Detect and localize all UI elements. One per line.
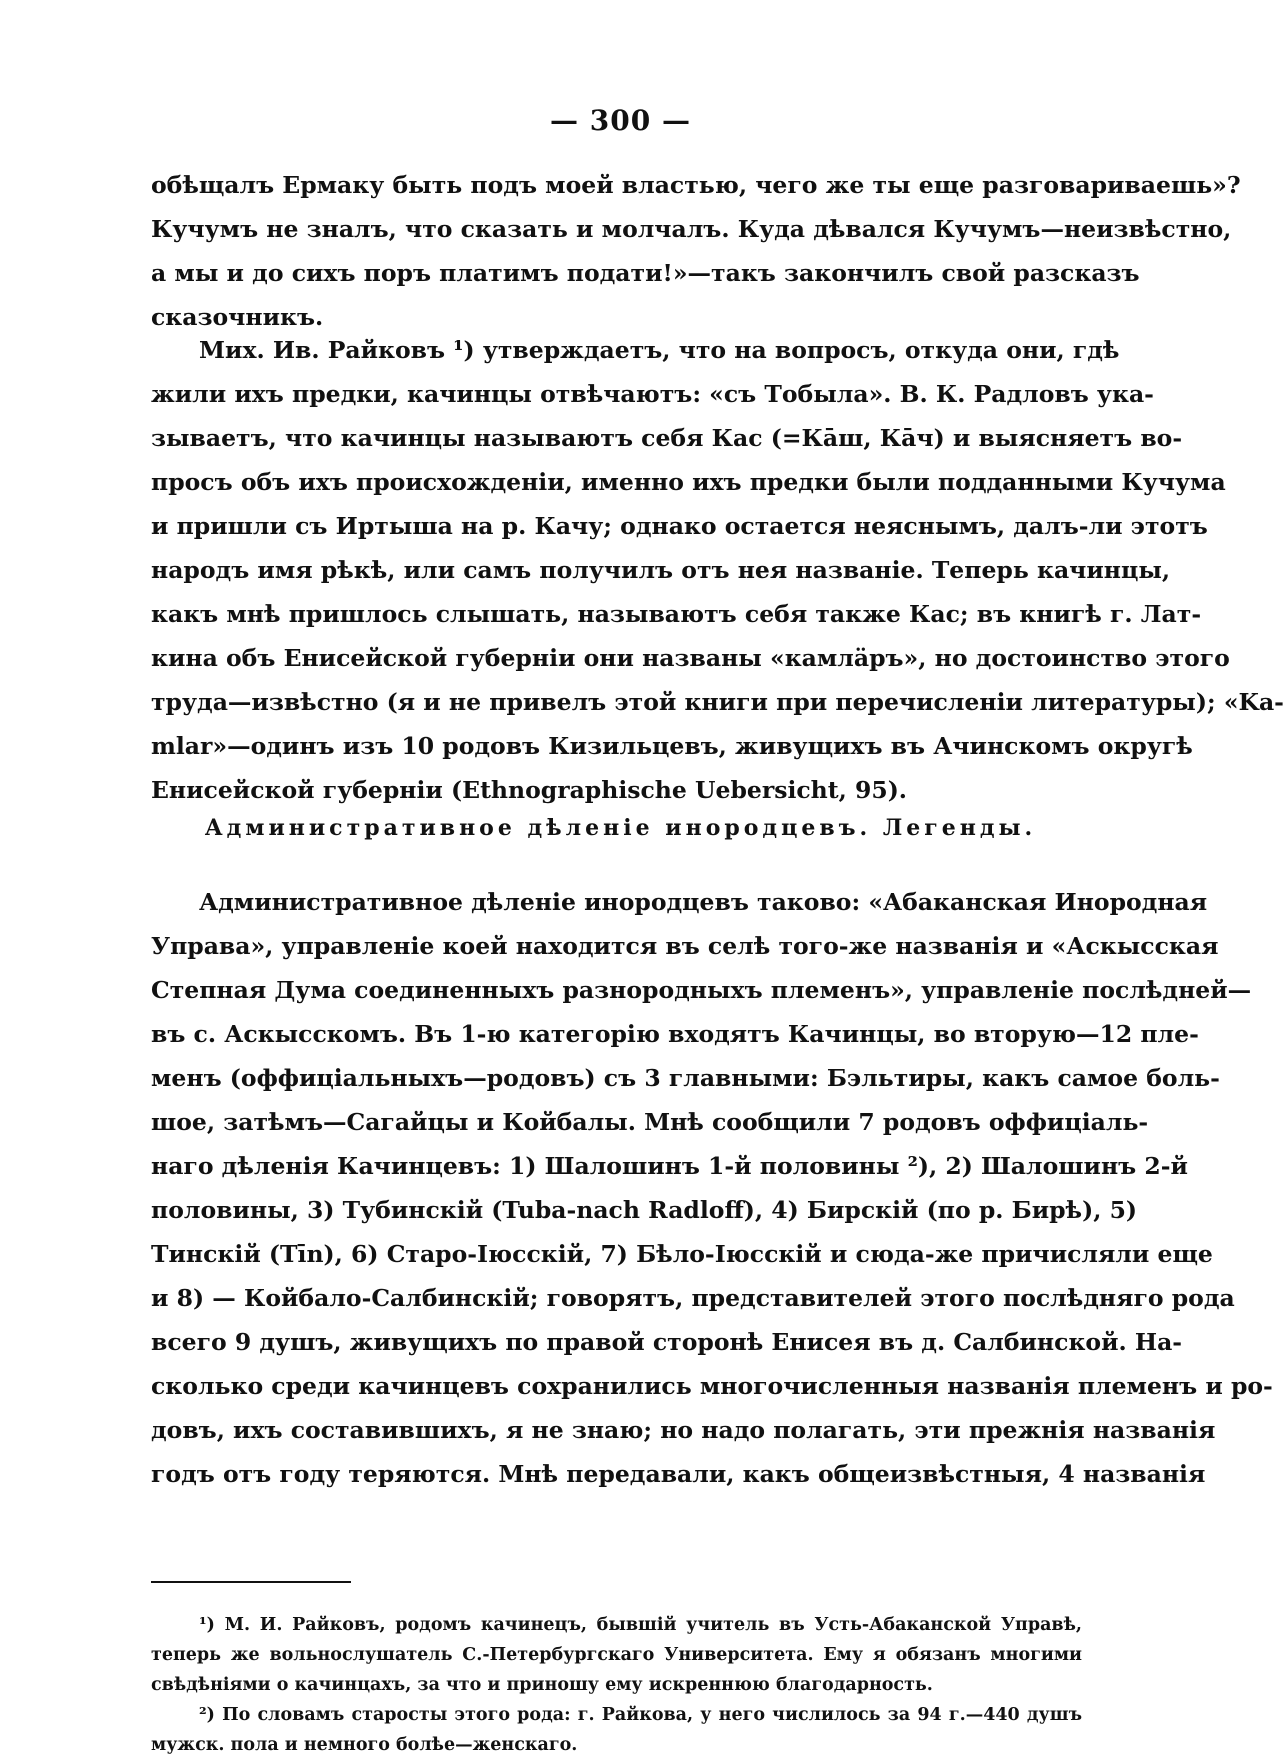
page-number: — 300 — [550,104,691,137]
footnote-2 [151,1700,1082,1760]
text-line: наго дѣленія Качинцевъ: 1) Шалошинъ 1-й половины ²), 2) Шалошинъ 2-й [151,1152,1188,1180]
text-line: въ с. Аскысскомъ. Въ 1-ю категорію входятъ Качинцы, во вторую—12 пле- [151,1020,1199,1048]
text-line: Кучумъ не зналъ, что сказать и молчалъ. Куда дѣвался Кучумъ—неизвѣстно, [151,215,1232,243]
paragraph-3 [151,880,1273,1496]
footnote-line: свѣдѣніями о качинцахъ, за что и приношу ему искреннюю благодарность. [151,1675,933,1695]
text-line: какъ мнѣ пришлось слышать, называютъ себя также Кас; въ книгѣ г. Лат- [151,600,1202,628]
text-line: довъ, ихъ составившихъ, я не знаю; но надо полагать, эти прежнія названія [151,1416,1216,1444]
text-line: кина объ Енисейской губерніи они названы «камлäръ», но достоинство этого [151,644,1230,672]
text-line: и пришли съ Иртыша на р. Качу; однако остается неяснымъ, далъ-ли этотъ [151,512,1208,540]
text-line: а мы и до сихъ поръ платимъ подати!»—такъ закончилъ свой разсказъ [151,259,1140,287]
text-line: менъ (оффиціальныхъ—родовъ) съ 3 главными: Бэльтиры, какъ самое боль- [151,1064,1220,1092]
footnote-separator [151,1581,351,1583]
footnote-line: мужск. пола и немного болѣе—женскаго. [151,1735,578,1755]
text-line: и 8) — Койбало-Салбинскій; говорятъ, представителей этого послѣдняго рода [151,1284,1235,1312]
text-line: mlar»—одинъ изъ 10 родовъ Кизильцевъ, живущихъ въ Ачинскомъ округѣ [151,732,1193,760]
text-line: Мих. Ив. Райковъ ¹) утверждаетъ, что на вопросъ, откуда они, гдѣ [199,336,1120,364]
text-line: всего 9 душъ, живущихъ по правой сторонѣ Енисея въ д. Салбинской. На- [151,1328,1183,1356]
text-line: жили ихъ предки, качинцы отвѣчаютъ: «съ Тобыла». В. К. Радловъ ука- [151,380,1154,408]
text-line: шое, затѣмъ—Сагайцы и Койбалы. Мнѣ сообщили 7 родовъ оффиціаль- [151,1108,1149,1136]
text-line: Степная Дума соединенныхъ разнородныхъ племенъ», управленіе послѣдней— [151,976,1252,1004]
text-line: зываетъ, что качинцы называютъ себя Кас (=Кāш, Кāч) и выясняетъ во- [151,424,1183,452]
text-line: просъ объ ихъ происхожденіи, именно ихъ предки были подданными Кучума [151,468,1226,496]
paragraph-1 [151,163,1241,339]
paragraph-2 [151,328,1284,812]
text-line: Тинскій (Tīn), 6) Старо-Іюсскій, 7) Бѣло-Іюсскій и сюда-же причисляли еще [151,1240,1213,1268]
text-line: труда—извѣстно (я и не привелъ этой книги при перечисленіи литературы); «Ka- [151,688,1284,716]
footnote-line: ¹) М. И. Райковъ, родомъ качинецъ, бывшій учитель въ Усть-Абаканской Управѣ, [199,1615,1082,1635]
text-line: сколько среди качинцевъ сохранились многочисленныя названія племенъ и ро- [151,1372,1273,1400]
text-line: Енисейской губерніи (Ethnographische Uebersicht, 95). [151,776,907,804]
text-line: народъ имя рѣкѣ, или самъ получилъ отъ нея названіе. Теперь качинцы, [151,556,1171,584]
text-line: обѣщалъ Ермаку быть подъ моей властью, чего же ты еще разговариваешь»? [151,171,1241,199]
footnote-line: ²) По словамъ старосты этого рода: г. Райкова, у него числилось за 94 г.—440 душъ [199,1705,1082,1725]
text-line: Управа», управленіе коей находится въ селѣ того-же названія и «Аскысская [151,932,1219,960]
text-line: годъ отъ году теряются. Мнѣ передавали, какъ общеизвѣстныя, 4 названія [151,1460,1206,1488]
text-line: Административное дѣленіе инородцевъ таково: «Абаканская Инородная [199,888,1208,916]
text-line: половины, 3) Тубинскій (Tuba-nach Radloff), 4) Бирскій (по р. Бирѣ), 5) [151,1196,1138,1224]
text-line: сказочникъ. [151,303,324,331]
section-title: Административное дѣленіе инородцевъ. Легенды. [204,815,1037,841]
footnote-line: теперь же вольнослушатель С.-Петербургскаго Университета. Ему я обязанъ многими [151,1645,1082,1665]
footnote-1 [151,1610,1082,1700]
